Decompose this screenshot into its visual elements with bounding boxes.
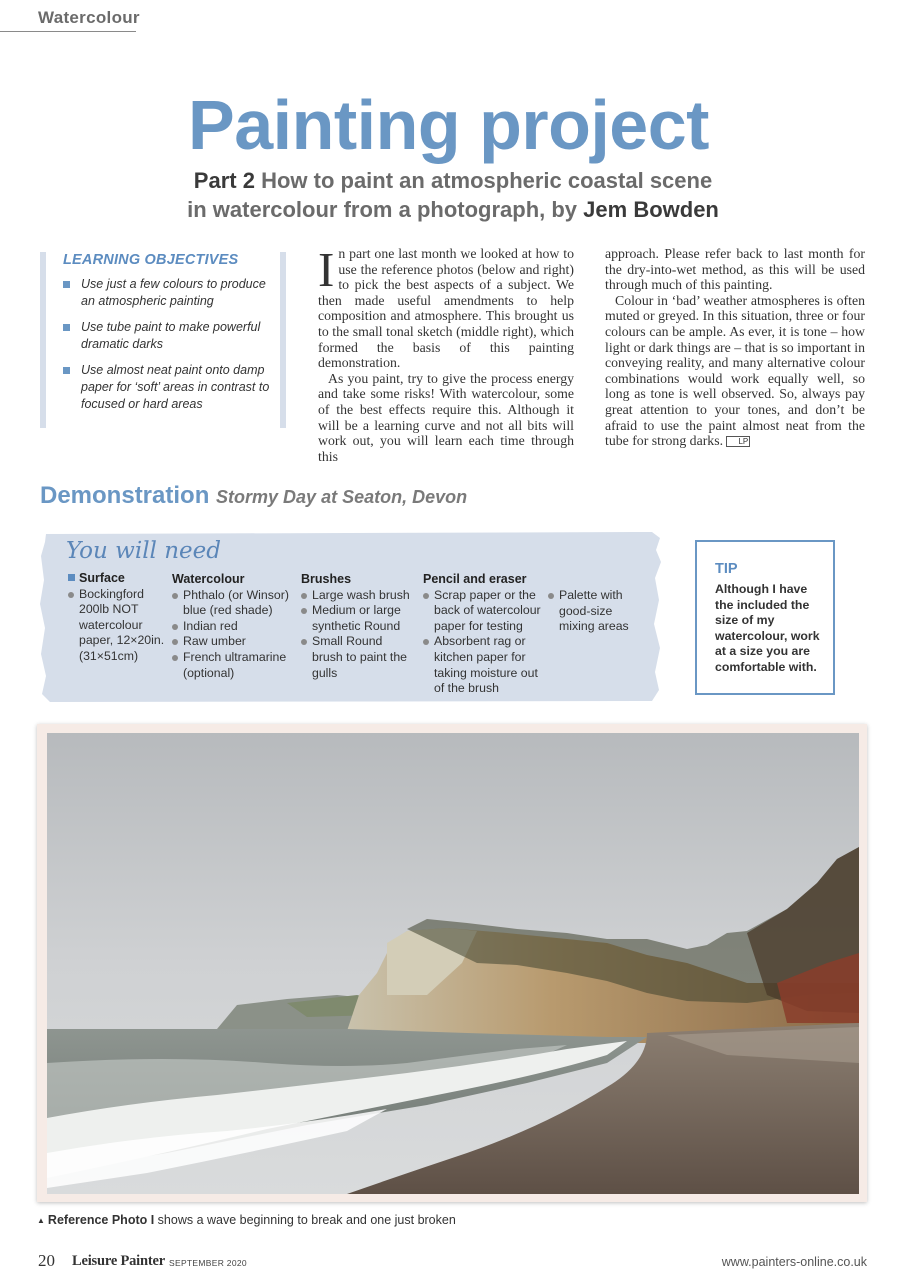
objective-item <box>63 319 273 353</box>
paragraph-text: n part one last month we looked at how to use the reference photos (below and right) to pick the best aspects of a subject. We then made useful amendments to help composition and atmosphere. This brought us to the small tonal sketch (middle right), which formed the basis of this painting demonstration. <box>318 246 574 371</box>
materials-item: French ultramarine (optional) <box>172 650 290 681</box>
materials-item: Bockingford 200lb NOT watercolour paper, 12×20in. (31×51cm) <box>68 587 168 665</box>
end-mark-icon: LP <box>726 436 750 447</box>
issue-date: SEPTEMBER 2020 <box>169 1258 247 1268</box>
materials-item: Scrap paper or the back of watercolour paper for testing <box>423 588 541 635</box>
materials-title: You will need <box>66 538 221 564</box>
page-subtitle <box>0 166 897 224</box>
square-bullet-icon <box>63 281 70 288</box>
caption-label: Reference Photo I <box>47 1213 155 1227</box>
materials-item: Phthalo (or Winsor) blue (red shade) <box>172 588 290 619</box>
magazine-logo: Leisure Painter <box>72 1253 165 1269</box>
square-bullet-icon <box>68 574 75 581</box>
objective-text: Use almost neat paint onto damp paper for ‘soft’ areas in contrast to focused or hard areas <box>81 363 270 411</box>
section-rule <box>0 31 136 32</box>
objective-item <box>63 362 273 413</box>
materials-item: Indian red <box>172 619 290 635</box>
article-paragraph: approach. Please refer back to last month for the dry-into-wet method, as this will be used through much of this painting. <box>605 246 865 293</box>
caption-text: shows a wave beginning to break and one just broken <box>154 1213 456 1227</box>
article-column-1 <box>318 242 574 464</box>
page-title: Painting project <box>188 86 709 164</box>
materials-column-surface <box>68 571 168 665</box>
materials-heading-text: Surface <box>79 571 125 585</box>
triangle-up-icon: ▲ <box>37 1216 45 1225</box>
materials-item: Raw umber <box>172 634 290 650</box>
demonstration-heading <box>40 482 467 510</box>
website-link[interactable]: www.painters-online.co.uk <box>721 1255 867 1269</box>
reference-photo <box>47 733 859 1194</box>
photo-caption <box>37 1213 456 1227</box>
demonstration-label: Demonstration <box>40 482 210 509</box>
drop-cap: I <box>318 242 335 297</box>
materials-column-brushes <box>301 572 413 681</box>
square-bullet-icon <box>63 324 70 331</box>
article-column-2 <box>605 246 865 449</box>
objective-item <box>63 276 273 310</box>
subtitle-part: Part 2 <box>193 168 255 193</box>
article-paragraph <box>318 242 574 371</box>
tip-text: Although I have the included the size of my watercolour, work at a size you are comfortable with. <box>715 582 820 674</box>
article-paragraph <box>605 293 865 449</box>
subtitle-line2: in watercolour from a photograph, by <box>187 197 578 222</box>
page-number: 20 <box>38 1251 55 1270</box>
materials-column-pencil <box>423 572 541 697</box>
learning-objectives-heading: LEARNING OBJECTIVES <box>63 252 239 268</box>
materials-heading: Watercolour <box>172 572 245 586</box>
materials-item: Small Round brush to paint the gulls <box>301 634 413 681</box>
materials-item: Palette with good-size mixing areas <box>548 588 644 635</box>
materials-heading: Brushes <box>301 572 352 586</box>
paragraph-text: Colour in ‘bad’ weather atmospheres is often muted or greyed. In this situation, three or four colours can be ample. As ever, it is tone – how light or dark things are – that is so important in conveying reality, and many alternative colour combinations would work equally well, so long as tone is well observed. So, always pay great attention to your tones, and don’t be afraid to use the paint almost neat from the tube for strong darks. <box>605 292 865 449</box>
learning-objectives-list <box>63 276 273 422</box>
square-bullet-icon <box>63 367 70 374</box>
demonstration-subtitle: Stormy Day at Seaton, Devon <box>216 487 468 507</box>
subtitle-line1: How to paint an atmospheric coastal scene <box>261 168 713 193</box>
materials-column-watercolour <box>172 572 290 681</box>
materials-item: Medium or large synthetic Round <box>301 603 413 634</box>
materials-column-pencil-cont <box>548 588 644 635</box>
materials-item: Large wash brush <box>301 588 413 604</box>
objective-text: Use tube paint to make powerful dramatic darks <box>81 320 261 351</box>
section-label: Watercolour <box>38 8 140 27</box>
tip-heading: TIP <box>715 561 738 577</box>
materials-heading: Pencil and eraser <box>423 572 527 586</box>
subtitle-author: Jem Bowden <box>583 197 719 222</box>
objective-text: Use just a few colours to produce an atmospheric painting <box>81 277 266 308</box>
article-paragraph: As you paint, try to give the process energy and take some risks! With watercolour, some of the best effects require this. Although it will be a learning curve and not all bits will work out, you will learn each time through this <box>318 370 574 464</box>
materials-heading <box>68 571 168 587</box>
materials-item: Absorbent rag or kitchen paper for taking moisture out of the brush <box>423 634 541 696</box>
